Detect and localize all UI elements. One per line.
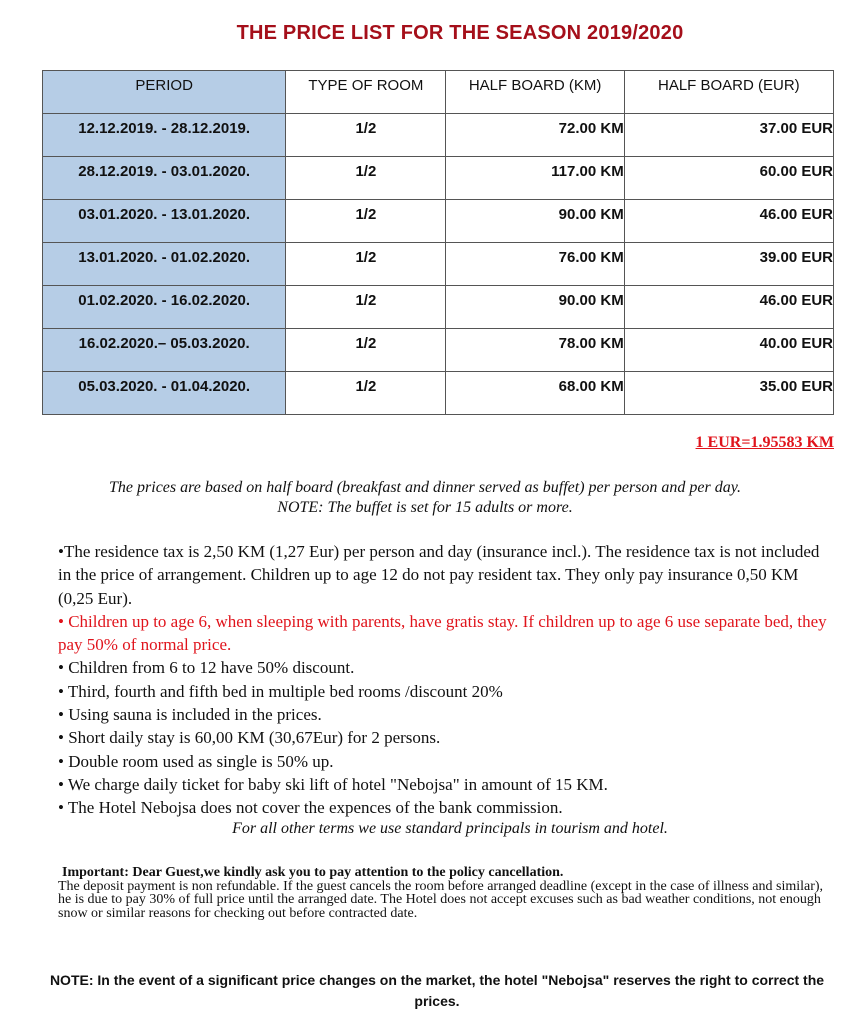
header-half-board-km: HALF BOARD (KM) xyxy=(446,71,624,114)
table-row xyxy=(43,243,834,286)
cell-price-eur: 40.00 EUR xyxy=(624,329,833,372)
cancellation-text: The deposit payment is non refundable. If the guest cancels the room before arranged deadline (except in the case of illness and similar), he is due to pay 30% of full price until the arranged date. The Hotel does not accept excuses such as bad weather conditions, not enough snow or similar reasons for checking out before contracted date. xyxy=(58,878,824,921)
cancellation-policy xyxy=(58,866,828,920)
cell-price-km: 72.00 KM xyxy=(446,114,624,157)
table-row xyxy=(43,372,834,415)
header-half-board-eur: HALF BOARD (EUR) xyxy=(624,71,833,114)
list-item: •The residence tax is 2,50 KM (1,27 Eur) per person and day (insurance incl.). The residence tax is not included in the price of arrangement. Children up to age 12 do not pay resident tax. They only pay insurance 0,50 KM (0,25 Eur). xyxy=(58,542,820,608)
cell-room-type: 1/2 xyxy=(286,372,446,415)
list-item: • Using sauna is included in the prices. xyxy=(58,705,322,725)
cell-period: 05.03.2020. - 01.04.2020. xyxy=(43,372,286,415)
table-row xyxy=(43,157,834,200)
header-period: PERIOD xyxy=(43,71,286,114)
list-item: • Children up to age 6, when sleeping with parents, have gratis stay. If children up to age 6 use separate bed, they pay 50% of normal price. xyxy=(58,611,827,655)
cell-price-km: 90.00 KM xyxy=(446,200,624,243)
list-item: • Double room used as single is 50% up. xyxy=(58,751,334,771)
list-item: • Third, fourth and fifth bed in multiple bed rooms /discount 20% xyxy=(58,681,503,701)
header-type-of-room: TYPE OF ROOM xyxy=(286,71,446,114)
cell-price-eur: 37.00 EUR xyxy=(624,114,833,157)
table-row xyxy=(43,114,834,157)
price-table xyxy=(42,70,834,415)
exchange-rate: 1 EUR=1.95583 KM xyxy=(695,434,834,451)
cell-room-type: 1/2 xyxy=(286,114,446,157)
cell-price-km: 90.00 KM xyxy=(446,286,624,329)
cell-period: 03.01.2020. - 13.01.2020. xyxy=(43,200,286,243)
cell-price-eur: 39.00 EUR xyxy=(624,243,833,286)
half-board-basis-note: The prices are based on half board (breakfast and dinner served as buffet) per person and per day. xyxy=(109,479,741,496)
cancellation-heading: Important: Dear Guest,we kindly ask you to pay attention to the policy cancellation. xyxy=(62,865,564,880)
cell-room-type: 1/2 xyxy=(286,157,446,200)
cell-period: 13.01.2020. - 01.02.2020. xyxy=(43,243,286,286)
table-row xyxy=(43,200,834,243)
cell-price-km: 78.00 KM xyxy=(446,329,624,372)
list-item: • The Hotel Nebojsa does not cover the expences of the bank commission. xyxy=(58,798,563,818)
page-title: THE PRICE LIST FOR THE SEASON 2019/2020 xyxy=(236,22,684,44)
cell-period: 16.02.2020.– 05.03.2020. xyxy=(43,329,286,372)
cell-period: 01.02.2020. - 16.02.2020. xyxy=(43,286,286,329)
table-header-row xyxy=(43,71,834,114)
cell-price-km: 76.00 KM xyxy=(446,243,624,286)
cell-price-km: 117.00 KM xyxy=(446,157,624,200)
list-item: • We charge daily ticket for baby ski lift of hotel "Nebojsa" in amount of 15 KM. xyxy=(58,774,608,794)
table-row xyxy=(43,286,834,329)
cell-price-eur: 46.00 EUR xyxy=(624,286,833,329)
cell-room-type: 1/2 xyxy=(286,200,446,243)
conditions-list xyxy=(58,540,830,820)
cell-room-type: 1/2 xyxy=(286,286,446,329)
cell-price-eur: 35.00 EUR xyxy=(624,372,833,415)
price-change-note: NOTE: In the event of a significant price changes on the market, the hotel "Nebojsa" reserves the right to correct the prices. xyxy=(49,972,825,1009)
terms-note: For all other terms we use standard principals in tourism and hotel. xyxy=(232,820,668,837)
cell-room-type: 1/2 xyxy=(286,329,446,372)
cell-period: 28.12.2019. - 03.01.2020. xyxy=(43,157,286,200)
cell-room-type: 1/2 xyxy=(286,243,446,286)
cell-price-eur: 46.00 EUR xyxy=(624,200,833,243)
cell-price-km: 68.00 KM xyxy=(446,372,624,415)
cell-period: 12.12.2019. - 28.12.2019. xyxy=(43,114,286,157)
cell-price-eur: 60.00 EUR xyxy=(624,157,833,200)
list-item: • Short daily stay is 60,00 KM (30,67Eur) for 2 persons. xyxy=(58,728,441,748)
buffet-note: NOTE: The buffet is set for 15 adults or more. xyxy=(277,499,573,516)
table-row xyxy=(43,329,834,372)
list-item: • Children from 6 to 12 have 50% discount. xyxy=(58,658,355,678)
